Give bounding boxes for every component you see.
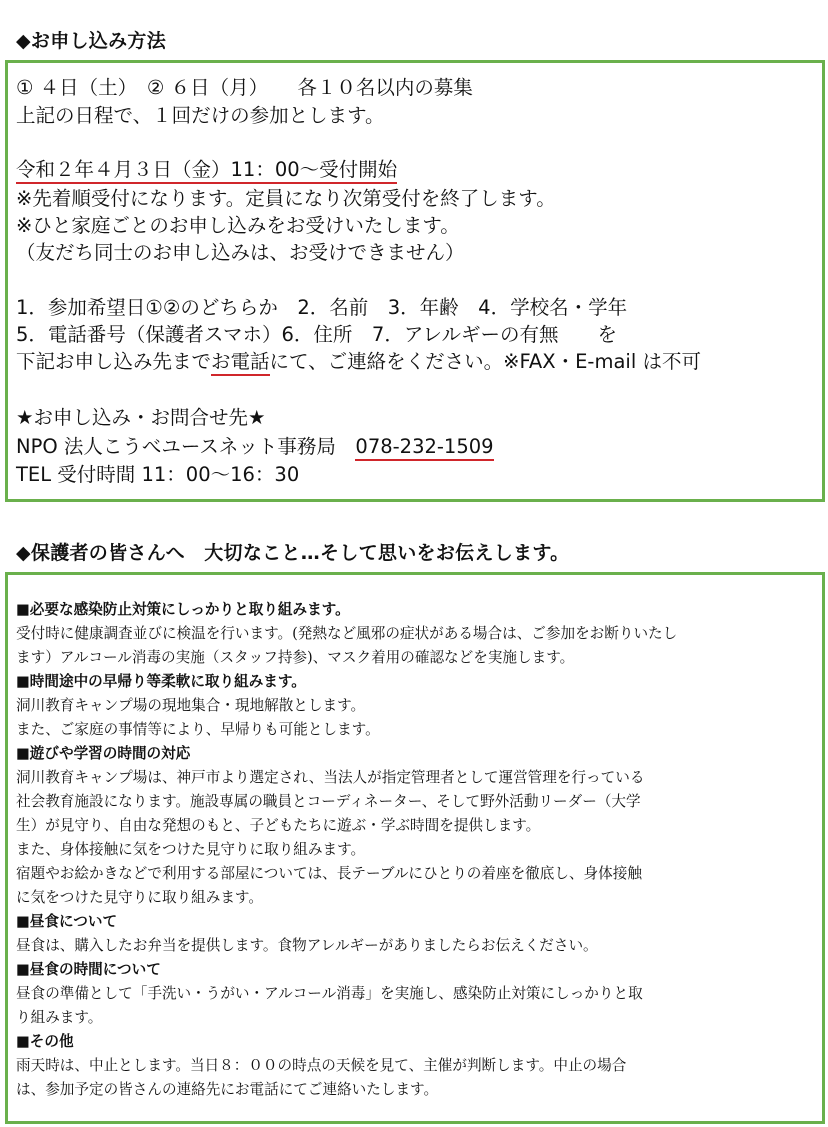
required-items-1: 1．参加希望日①②のどちらか 2．名前 3．年齢 4．学校名・学年 bbox=[16, 296, 628, 319]
paragraph-line: り組みます。 bbox=[16, 1009, 103, 1026]
reception-start bbox=[16, 156, 397, 184]
paragraph-line: 宿題やお絵かきなどで利用する部屋については、長テーブルにひとりの着座を徹底し、身体接触 bbox=[16, 865, 642, 882]
friends-note: （友だち同士のお申し込みは、お受けできません） bbox=[16, 241, 465, 264]
schedule-line: ① ４日（土） ② ６日（月） 各１０名以内の募集 bbox=[16, 76, 473, 99]
paragraph-line: 社会教育施設になります。施設専属の職員とコーディネーター、そして野外活動リーダー（大学 bbox=[16, 793, 641, 810]
section-title-application: ◆お申し込み方法 bbox=[16, 30, 167, 52]
office-line bbox=[16, 433, 494, 461]
heading-early-leave: ■時間途中の早帰り等柔軟に取り組みます。 bbox=[16, 673, 306, 690]
first-come-note: ※先着順受付になります。定員になり次第受付を終了します。 bbox=[16, 187, 556, 210]
tel-hours: TEL 受付時間 11：00～16：30 bbox=[16, 463, 300, 486]
paragraph-line: また、身体接触に気をつけた見守りに取り組みます。 bbox=[16, 841, 366, 858]
contact-method-post: にて、ご連絡をください。※FAX・E-mail は不可 bbox=[269, 350, 701, 373]
participation-note: 上記の日程で、１回だけの参加とします。 bbox=[16, 104, 385, 127]
paragraph-line: 受付時に健康調査並びに検温を行います。(発熱など風邪の症状がある場合は、ご参加をお断りいたし bbox=[16, 625, 678, 642]
paragraph-line: 雨天時は、中止とします。当日８：００の時点の天候を見て、主催が判断します。中止の場合 bbox=[16, 1057, 627, 1074]
reception-start-underlined: 令和２年４月３日（金）11：00～受付開始 bbox=[16, 158, 397, 184]
paragraph-line: ます）アルコール消毒の実施（スタッフ持参)、マスク着用の確認などを実施します。 bbox=[16, 649, 575, 666]
phone-call-underlined: お電話 bbox=[211, 350, 270, 376]
heading-infection-control: ■必要な感染防止対策にしっかりと取り組みます。 bbox=[16, 601, 350, 618]
paragraph-line: は、参加予定の皆さんの連絡先にお電話にてご連絡いたします。 bbox=[16, 1081, 439, 1098]
office-phone[interactable]: 078-232-1509 bbox=[355, 435, 493, 461]
paragraph-line: また、ご家庭の事情等により、早帰りも可能とします。 bbox=[16, 721, 380, 738]
paragraph-line: 生）が見守り、自由な発想のもと、子どもたちに遊ぶ・学ぶ時間を提供します。 bbox=[16, 817, 541, 834]
paragraph-line: に気をつけた見守りに取り組みます。 bbox=[16, 889, 263, 906]
heading-other: ■その他 bbox=[16, 1033, 74, 1050]
inquiry-title: ★お申し込み・お問合せ先★ bbox=[16, 406, 266, 429]
paragraph-line: 洞川教育キャンプ場の現地集合・現地解散とします。 bbox=[16, 697, 366, 714]
heading-play-study: ■遊びや学習の時間の対応 bbox=[16, 745, 191, 762]
paragraph-line: 洞川教育キャンプ場は、神戸市より選定され、当法人が指定管理者として運営管理を行っている bbox=[16, 769, 645, 786]
heading-lunch-time: ■昼食の時間について bbox=[16, 961, 161, 978]
required-items-2: 5．電話番号（保護者スマホ）6．住所 7．アレルギーの有無 を bbox=[16, 323, 618, 346]
per-family-note: ※ひと家庭ごとのお申し込みをお受けいたします。 bbox=[16, 214, 460, 237]
contact-method bbox=[16, 348, 701, 376]
section-title-guardians: ◆保護者の皆さんへ 大切なこと…そして思いをお伝えします。 bbox=[16, 542, 570, 564]
office-name: NPO 法人こうべユースネット事務局 bbox=[16, 435, 356, 458]
heading-lunch: ■昼食について bbox=[16, 913, 118, 930]
paragraph-line: 昼食の準備として「手洗い・うがい・アルコール消毒」を実施し、感染防止対策にしっかりと取 bbox=[16, 985, 643, 1002]
contact-method-pre: 下記お申し込み先まで bbox=[16, 350, 212, 373]
paragraph-line: 昼食は、購入したお弁当を提供します。食物アレルギーがありましたらお伝えください。 bbox=[16, 937, 598, 954]
